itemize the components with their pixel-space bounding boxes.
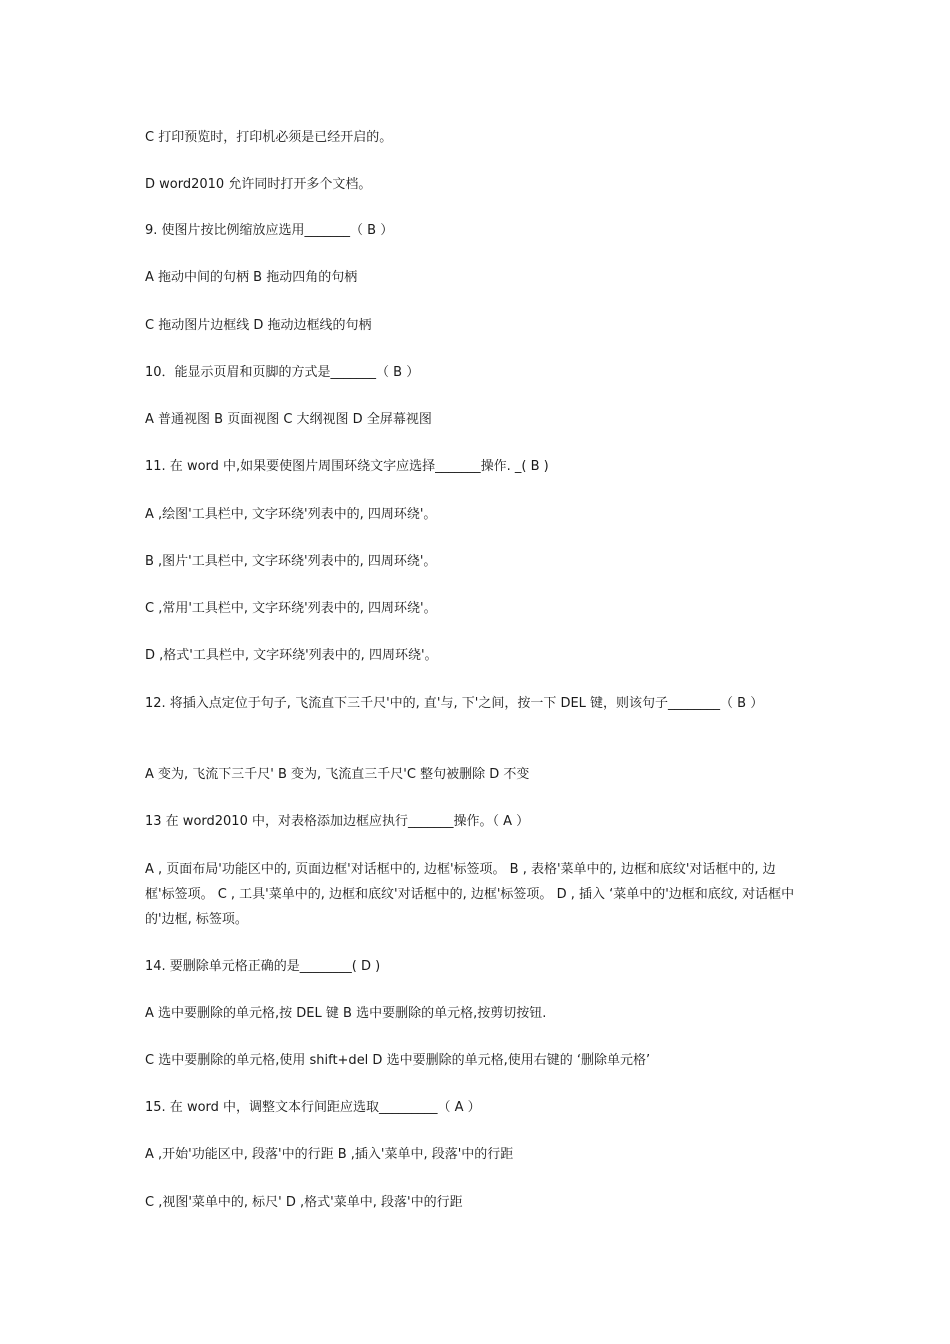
question-14: 14. 要删除单元格正确的是________( D ) [145,959,381,974]
option-line: C 选中要删除的单元格,使用 shift+del D 选中要删除的单元格,使用右键的 ‘删除单元格’ [145,1053,651,1068]
option-line: B ,图片'工具栏中, 文字环绕'列表中的, 四周环绕'。 [145,554,437,569]
option-line: C 拖动图片边框线 D 拖动边框线的句柄 [145,318,372,333]
option-line: D word2010 允许同时打开多个文档。 [145,177,372,192]
option-line: C ,视图'菜单中的, 标尺' D ,格式'菜单中, 段落'中的行距 [145,1195,463,1210]
option-line: C 打印预览时，打印机必须是已经开启的。 [145,130,393,145]
option-line: A 变为, 飞流下三千尺' B 变为, 飞流直三千尺'C 整句被删除 D 不变 [145,767,530,782]
question-9: 9. 使图片按比例缩放应选用_______（ B ） [145,223,394,238]
question-10: 10．能显示页眉和页脚的方式是_______（ B ） [145,365,420,380]
option-line: A 选中要删除的单元格,按 DEL 键 B 选中要删除的单元格,按剪切按钮. [145,1006,547,1021]
question-11: 11. 在 word 中,如果要使图片周围环绕文字应选择_______操作. _( B ) [145,459,549,474]
question-12: 12. 将插入点定位于句子, 飞流直下三千尺'中的, 直'与, 下'之间，按一下 DEL 键，则该句子________（ B ） [145,696,764,711]
option-line: C ,常用'工具栏中, 文字环绕'列表中的, 四周环绕'。 [145,601,437,616]
question-15: 15. 在 word 中，调整文本行间距应选取_________（ A ） [145,1100,481,1115]
option-line: A ,开始'功能区中, 段落'中的行距 B ,插入'菜单中, 段落'中的行距 [145,1147,514,1162]
option-line: D ,格式'工具栏中, 文字环绕'列表中的, 四周环绕'。 [145,648,438,663]
option-line: A ,绘图'工具栏中, 文字环绕'列表中的, 四周环绕'。 [145,507,437,522]
option-line: A 拖动中间的句柄 B 拖动四角的句柄 [145,270,358,285]
option-line: A 普通视图 B 页面视图 C 大纲视图 D 全屏幕视图 [145,412,432,427]
question-13: 13 在 word2010 中，对表格添加边框应执行_______操作。（ A ） [145,814,530,829]
option-paragraph: A , 页面布局'功能区中的, 页面边框'对话框中的, 边框'标签项。 B , 表格'菜单中的, 边框和底纹'对话框中的, 边框'标签项。 C , 工具'菜单中的, 边框和底纹'对话框中的, 边框'标签项。 D , 插入 ‘菜单中的'边框和底纹, 对话框中的'边框, 标签项。 [145,862,795,927]
